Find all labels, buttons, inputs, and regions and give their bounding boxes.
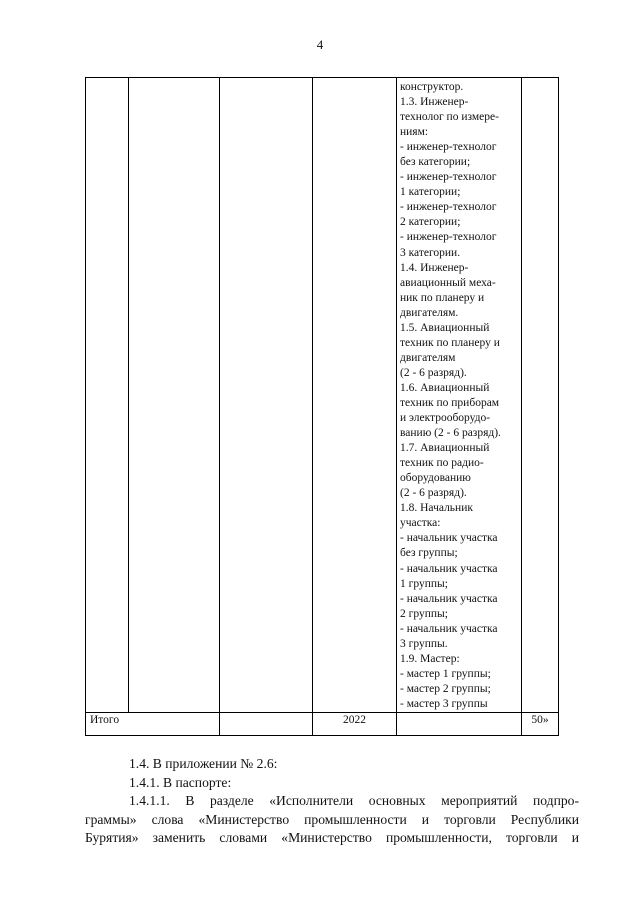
position-line: авиационный меха-	[400, 276, 496, 289]
position-line: технолог по измере-	[400, 111, 499, 124]
position-line: ник по планеру и	[400, 291, 485, 304]
page-number: 4	[316, 37, 324, 52]
table-cell	[313, 78, 397, 713]
position-line: - мастер 2 группы;	[400, 682, 491, 695]
position-line: 1.3. Инженер-	[400, 96, 469, 109]
position-line: техник по планеру и	[400, 336, 500, 349]
total-value: 50»	[522, 712, 559, 735]
position-line: - начальник участка	[400, 562, 498, 575]
position-line: - инженер-технолог	[400, 141, 497, 154]
position-line: 2 категории;	[400, 216, 461, 229]
total-label: Итого	[86, 712, 220, 735]
position-line: - начальник участка	[400, 622, 498, 635]
position-line: - инженер-технолог	[400, 201, 497, 214]
position-line: 3 группы.	[400, 637, 448, 650]
position-line: без группы;	[400, 547, 458, 560]
position-line: 1.9. Мастер:	[400, 652, 460, 665]
position-line: оборудованию	[400, 472, 471, 485]
document-table	[85, 77, 559, 736]
position-line: (2 - 6 разряд).	[400, 487, 467, 500]
position-line: 1.8. Начальник	[400, 502, 473, 515]
paragraph-2: 1.4.1. В паспорте:	[129, 774, 232, 790]
body-text	[85, 755, 579, 848]
position-line: 1.7. Авиационный	[400, 442, 490, 455]
table-cell	[86, 78, 129, 713]
total-row	[86, 712, 559, 735]
position-line: техник по приборам	[400, 396, 500, 409]
paragraph-1: 1.4. В приложении № 2.6:	[129, 756, 278, 771]
position-line: двигателям.	[400, 306, 459, 319]
position-line: техник по радио-	[400, 457, 484, 470]
position-line: конструктор.	[400, 81, 464, 93]
position-line: участка:	[400, 517, 441, 530]
position-line: 1.5. Авиационный	[400, 321, 490, 334]
position-line: и электрооборудо-	[400, 412, 491, 425]
paragraph-3-line-3: Бурятия» заменить словами «Министерство промышленности, торговли и	[85, 830, 579, 845]
table-cell	[397, 712, 522, 735]
position-line: (2 - 6 разряд).	[400, 366, 467, 379]
total-year: 2022	[313, 712, 397, 735]
position-line: ниям:	[400, 126, 429, 139]
position-line: 1 категории;	[400, 186, 461, 199]
position-line: - начальник участка	[400, 532, 498, 545]
position-line: - инженер-технолог	[400, 231, 497, 244]
table-cell	[522, 78, 559, 713]
position-line: - мастер 3 группы	[400, 697, 488, 710]
paragraph-3-line-2: граммы» слова «Министерство промышленности и торговли Республики	[85, 811, 579, 827]
table-cell	[129, 78, 220, 713]
position-line: без категории;	[400, 156, 471, 169]
table-cell	[220, 78, 313, 713]
position-line: 1 группы;	[400, 577, 448, 590]
table-cell	[220, 712, 313, 735]
position-line: - инженер-технолог	[400, 171, 497, 184]
paragraph-3-line-1: 1.4.1.1. В разделе «Исполнители основных мероприятий подпро-	[129, 793, 579, 808]
position-line: - мастер 1 группы;	[400, 667, 491, 680]
position-line: 1.6. Авиационный	[400, 381, 490, 394]
position-line: ванию (2 - 6 разряд).	[400, 427, 501, 440]
table-row	[86, 78, 559, 713]
position-line: 3 категории.	[400, 246, 461, 259]
position-line: 1.4. Инженер-	[400, 261, 469, 274]
positions-cell	[397, 78, 522, 713]
position-line: - начальник участка	[400, 592, 498, 605]
position-line: двигателям	[400, 351, 456, 364]
position-line: 2 группы;	[400, 607, 448, 620]
